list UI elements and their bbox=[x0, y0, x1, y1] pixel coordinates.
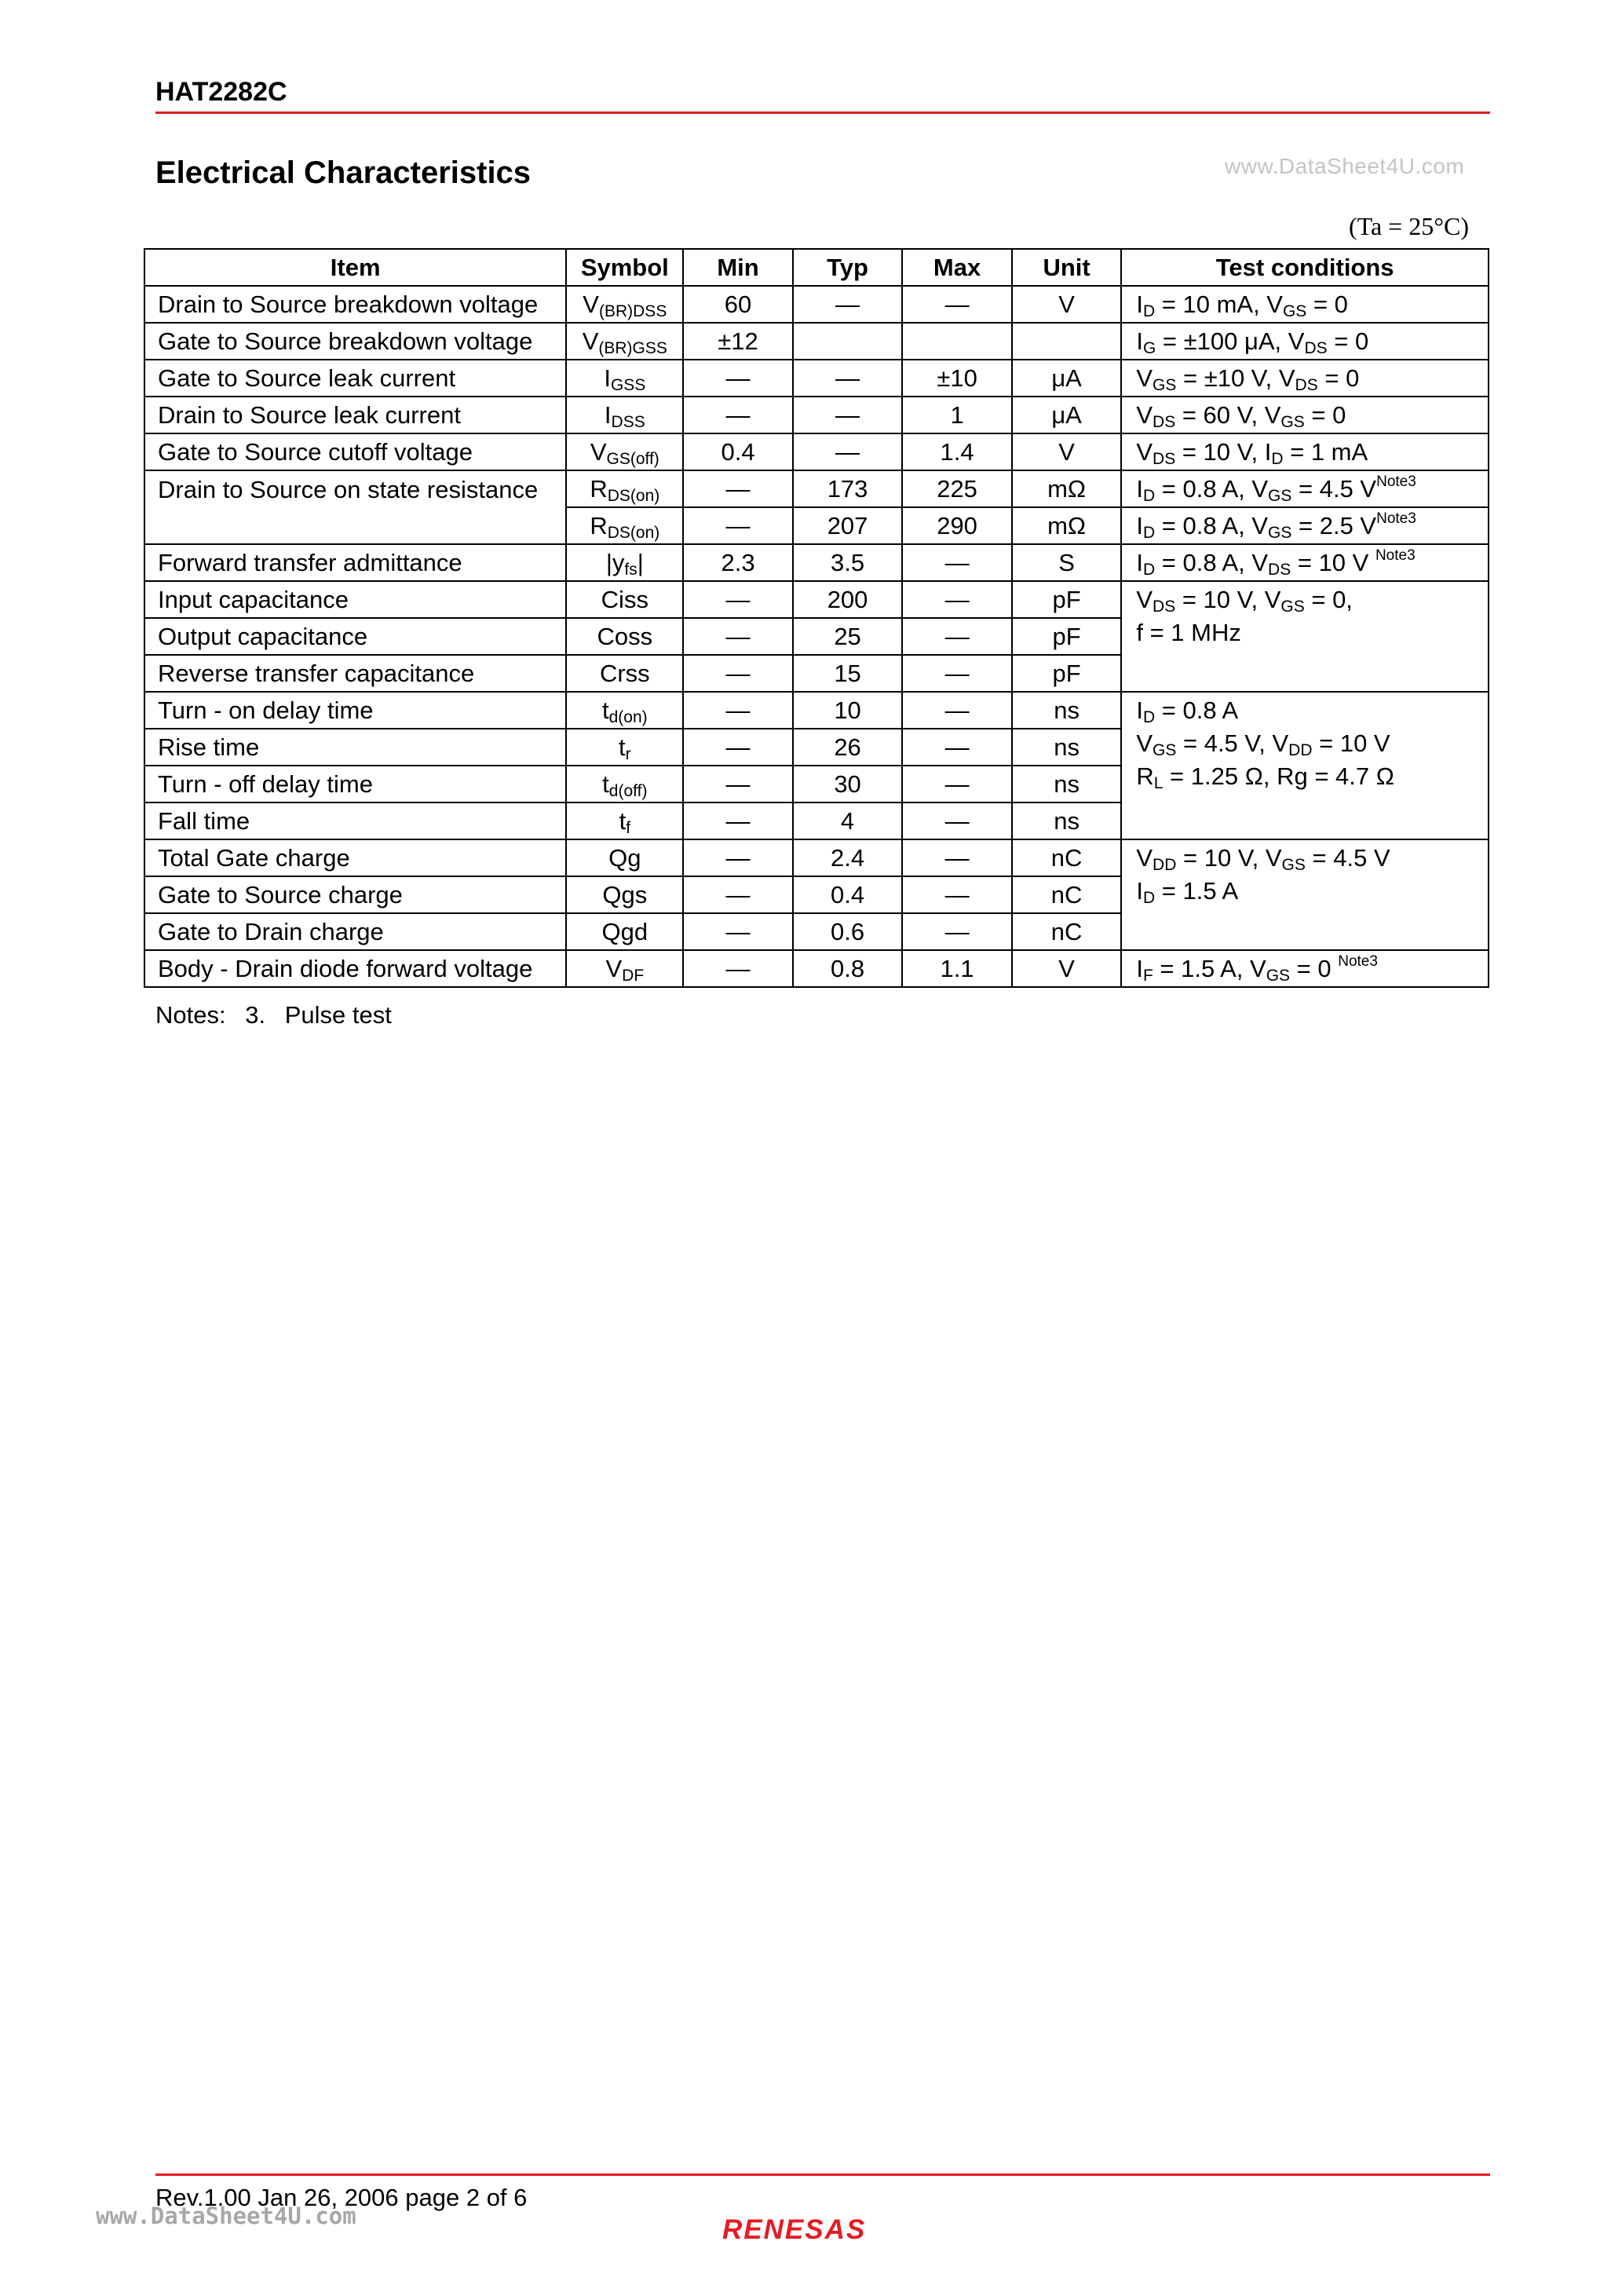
condition-cell: $V_{DS} = 10$ V, $I_D = 1$ mA bbox=[1121, 433, 1489, 470]
footer-divider bbox=[155, 2174, 1490, 2176]
symbol-cell: $t_{d(on)}$ bbox=[566, 692, 683, 729]
electrical-characteristics-table bbox=[144, 248, 1489, 988]
watermark-text-top: www.DataSheet4U.com bbox=[1225, 154, 1465, 178]
condition-cell: $I_D = 0.8$ A, $V_{DS} = 10$ V $^{Note3}$ bbox=[1121, 544, 1489, 581]
symbol-cell: $t_f$ bbox=[566, 803, 683, 839]
table-row bbox=[144, 286, 1489, 323]
symbol-cell: $t_{d(off)}$ bbox=[566, 766, 683, 803]
symbol-cell: $V_{(BR)DSS}$ bbox=[566, 286, 683, 323]
note-reference: Note3 bbox=[1376, 473, 1416, 490]
renesas-logo-text: RENESAS bbox=[722, 2214, 867, 2244]
item-cell: Turn - off delay time bbox=[144, 766, 566, 803]
item-cell: Input capacitance bbox=[144, 581, 566, 618]
condition-line: $I_D = 0.8$ A bbox=[1136, 696, 1239, 726]
max-cell: — bbox=[902, 839, 1012, 876]
header-min: Min bbox=[683, 249, 793, 286]
max-cell: 1.1 bbox=[902, 950, 1012, 987]
renesas-logo bbox=[721, 2213, 928, 2244]
typ-cell: 30 bbox=[793, 766, 903, 803]
condition-cell: $I_D = 0.8$ A, $V_{GS} = 2.5$ $V^{Note3}$ bbox=[1121, 507, 1489, 544]
min-cell: 60 bbox=[683, 286, 793, 323]
header-test-conditions: Test conditions bbox=[1121, 249, 1489, 286]
symbol-cell: $R_{DS(on)}$ bbox=[566, 470, 683, 507]
max-cell: — bbox=[902, 286, 1012, 323]
typ-cell: 173 bbox=[793, 470, 903, 507]
max-cell: 1.4 bbox=[902, 433, 1012, 470]
unit-cell: ns bbox=[1012, 729, 1122, 766]
unit-cell: μA bbox=[1012, 360, 1122, 397]
min-cell: — bbox=[683, 581, 793, 618]
unit-cell: μA bbox=[1012, 397, 1122, 433]
table-row bbox=[144, 950, 1489, 987]
min-cell: — bbox=[683, 839, 793, 876]
min-cell: 2.3 bbox=[683, 544, 793, 581]
min-cell: — bbox=[683, 766, 793, 803]
typ-cell bbox=[793, 323, 903, 360]
max-cell: — bbox=[902, 766, 1012, 803]
table-row bbox=[144, 360, 1489, 397]
min-cell: — bbox=[683, 692, 793, 729]
max-cell: — bbox=[902, 581, 1012, 618]
condition-cell: $I_G = \pm 100$ μA, $V_{DS} = 0$ bbox=[1121, 323, 1489, 360]
typ-cell: 0.4 bbox=[793, 876, 903, 913]
symbol-cell: $V_{DF}$ bbox=[566, 950, 683, 987]
item-cell: Output capacitance bbox=[144, 618, 566, 655]
symbol-cell: $V_{GS(off)}$ bbox=[566, 433, 683, 470]
table-row bbox=[144, 692, 1489, 729]
item-cell: Gate to Source charge bbox=[144, 876, 566, 913]
max-cell: 225 bbox=[902, 470, 1012, 507]
max-cell: — bbox=[902, 544, 1012, 581]
item-cell: Body - Drain diode forward voltage bbox=[144, 950, 566, 987]
condition-cell: $I_D = 0.8$ A, $V_{GS} = 4.5$ $V^{Note3}$ bbox=[1121, 470, 1489, 507]
symbol-cell: $R_{DS(on)}$ bbox=[566, 507, 683, 544]
unit-cell: ns bbox=[1012, 766, 1122, 803]
item-cell: Turn - on delay time bbox=[144, 692, 566, 729]
min-cell: — bbox=[683, 950, 793, 987]
typ-cell: 207 bbox=[793, 507, 903, 544]
item-cell: Rise time bbox=[144, 729, 566, 766]
typ-cell: 15 bbox=[793, 655, 903, 692]
condition-line: $V_{DS} = 10$ V, $V_{GS} = 0$, bbox=[1136, 586, 1353, 616]
note-reference: Note3 bbox=[1338, 952, 1378, 970]
max-cell: — bbox=[902, 913, 1012, 950]
unit-cell: pF bbox=[1012, 581, 1122, 618]
unit-cell: V bbox=[1012, 433, 1122, 470]
min-cell: — bbox=[683, 803, 793, 839]
unit-cell: ns bbox=[1012, 803, 1122, 839]
unit-cell: nC bbox=[1012, 876, 1122, 913]
item-cell: Gate to Drain charge bbox=[144, 913, 566, 950]
note-text: Pulse test bbox=[284, 1001, 392, 1029]
typ-cell: 4 bbox=[793, 803, 903, 839]
table-row bbox=[144, 323, 1489, 360]
note-number: 3. bbox=[245, 1001, 266, 1029]
condition-cell: $I_D = 10$ mA, $V_{GS} = 0$ bbox=[1121, 286, 1489, 323]
item-cell: Fall time bbox=[144, 803, 566, 839]
temperature-note: (Ta = 25°C) bbox=[1349, 212, 1470, 240]
note-reference: Note3 bbox=[1376, 510, 1416, 527]
header-typ: Typ bbox=[793, 249, 903, 286]
unit-cell: V bbox=[1012, 950, 1122, 987]
max-cell: 290 bbox=[902, 507, 1012, 544]
max-cell: — bbox=[902, 729, 1012, 766]
symbol-cell: $I_{DSS}$ bbox=[566, 397, 683, 433]
max-cell: — bbox=[902, 618, 1012, 655]
typ-cell: 0.8 bbox=[793, 950, 903, 987]
header-divider bbox=[155, 112, 1490, 114]
max-cell bbox=[902, 323, 1012, 360]
unit-cell: pF bbox=[1012, 618, 1122, 655]
header-max: Max bbox=[902, 249, 1012, 286]
symbol-cell: Qgs bbox=[566, 876, 683, 913]
table-row bbox=[144, 433, 1489, 470]
item-cell: Total Gate charge bbox=[144, 839, 566, 876]
max-cell: ±10 bbox=[902, 360, 1012, 397]
typ-cell: 2.4 bbox=[793, 839, 903, 876]
condition-line: $R_L = 1.25$ Ω, Rg = 4.7 Ω bbox=[1136, 762, 1394, 792]
unit-cell: S bbox=[1012, 544, 1122, 581]
typ-cell: 0.6 bbox=[793, 913, 903, 950]
item-cell: Gate to Source breakdown voltage bbox=[144, 323, 566, 360]
max-cell: — bbox=[902, 655, 1012, 692]
table-row bbox=[144, 581, 1489, 618]
min-cell: — bbox=[683, 618, 793, 655]
item-cell: Gate to Source leak current bbox=[144, 360, 566, 397]
notes bbox=[155, 1001, 404, 1029]
unit-cell bbox=[1012, 323, 1122, 360]
symbol-cell: Qgd bbox=[566, 913, 683, 950]
footer-revision: Rev.1.00 Jan 26, 2006 page 2 of 6 bbox=[155, 2184, 528, 2211]
symbol-cell: $|y_{fs}|$ bbox=[566, 544, 683, 581]
table-row bbox=[144, 839, 1489, 876]
typ-cell: — bbox=[793, 286, 903, 323]
item-cell: Drain to Source leak current bbox=[144, 397, 566, 433]
item-cell: Drain to Source on state resistance bbox=[144, 470, 566, 544]
note-reference: Note3 bbox=[1375, 547, 1416, 564]
min-cell: — bbox=[683, 655, 793, 692]
typ-cell: 26 bbox=[793, 729, 903, 766]
part-number: HAT2282C bbox=[155, 77, 287, 107]
header-unit: Unit bbox=[1012, 249, 1122, 286]
table-row bbox=[144, 470, 1489, 507]
capacitance-condition-cell bbox=[1121, 581, 1489, 692]
item-cell: Drain to Source breakdown voltage bbox=[144, 286, 566, 323]
watermark-text-bottom: www.DataSheet4U.com bbox=[96, 2203, 356, 2229]
condition-cell: $V_{GS} = \pm 10$ V, $V_{DS} = 0$ bbox=[1121, 360, 1489, 397]
min-cell: — bbox=[683, 470, 793, 507]
min-cell: ±12 bbox=[683, 323, 793, 360]
unit-cell: nC bbox=[1012, 839, 1122, 876]
unit-cell: nC bbox=[1012, 913, 1122, 950]
condition-line: $V_{DD} = 10$ V, $V_{GS} = 4.5$ V bbox=[1136, 844, 1390, 874]
symbol-cell: $t_r$ bbox=[566, 729, 683, 766]
gate-charge-condition-cell bbox=[1121, 839, 1489, 950]
table-header-row bbox=[144, 249, 1489, 286]
symbol-cell: $V_{(BR)GSS}$ bbox=[566, 323, 683, 360]
unit-cell: ns bbox=[1012, 692, 1122, 729]
typ-cell: — bbox=[793, 397, 903, 433]
condition-line: $V_{GS} = 4.5$ V, $V_{DD} = 10$ V bbox=[1136, 729, 1390, 759]
item-cell: Forward transfer admittance bbox=[144, 544, 566, 581]
max-cell: — bbox=[902, 692, 1012, 729]
unit-cell: pF bbox=[1012, 655, 1122, 692]
symbol-cell: Ciss bbox=[566, 581, 683, 618]
symbol-cell: Coss bbox=[566, 618, 683, 655]
unit-cell: mΩ bbox=[1012, 507, 1122, 544]
typ-cell: 3.5 bbox=[793, 544, 903, 581]
min-cell: — bbox=[683, 507, 793, 544]
section-title: Electrical Characteristics bbox=[155, 155, 532, 190]
typ-cell: — bbox=[793, 360, 903, 397]
switching-condition-cell bbox=[1121, 692, 1489, 839]
max-cell: — bbox=[902, 803, 1012, 839]
min-cell: — bbox=[683, 360, 793, 397]
item-cell: Gate to Source cutoff voltage bbox=[144, 433, 566, 470]
typ-cell: 10 bbox=[793, 692, 903, 729]
condition-cell: $I_F = 1.5$ A, $V_{GS} = 0$ $^{Note3}$ bbox=[1121, 950, 1489, 987]
symbol-cell: Qg bbox=[566, 839, 683, 876]
typ-cell: 200 bbox=[793, 581, 903, 618]
typ-cell: — bbox=[793, 433, 903, 470]
unit-cell: mΩ bbox=[1012, 470, 1122, 507]
max-cell: 1 bbox=[902, 397, 1012, 433]
min-cell: 0.4 bbox=[683, 433, 793, 470]
condition-line: f = 1 MHz bbox=[1136, 619, 1241, 646]
header-item: Item bbox=[144, 249, 566, 286]
min-cell: — bbox=[683, 397, 793, 433]
symbol-cell: $I_{GSS}$ bbox=[566, 360, 683, 397]
min-cell: — bbox=[683, 729, 793, 766]
item-cell: Reverse transfer capacitance bbox=[144, 655, 566, 692]
typ-cell: 25 bbox=[793, 618, 903, 655]
notes-label: Notes: bbox=[155, 1001, 226, 1029]
symbol-cell: Crss bbox=[566, 655, 683, 692]
header-symbol: Symbol bbox=[566, 249, 683, 286]
condition-cell: $V_{DS} = 60$ V, $V_{GS} = 0$ bbox=[1121, 397, 1489, 433]
unit-cell: V bbox=[1012, 286, 1122, 323]
table-row bbox=[144, 397, 1489, 433]
max-cell: — bbox=[902, 876, 1012, 913]
min-cell: — bbox=[683, 876, 793, 913]
min-cell: — bbox=[683, 913, 793, 950]
condition-line: $I_D = 1.5$ A bbox=[1136, 877, 1239, 907]
table-row bbox=[144, 544, 1489, 581]
